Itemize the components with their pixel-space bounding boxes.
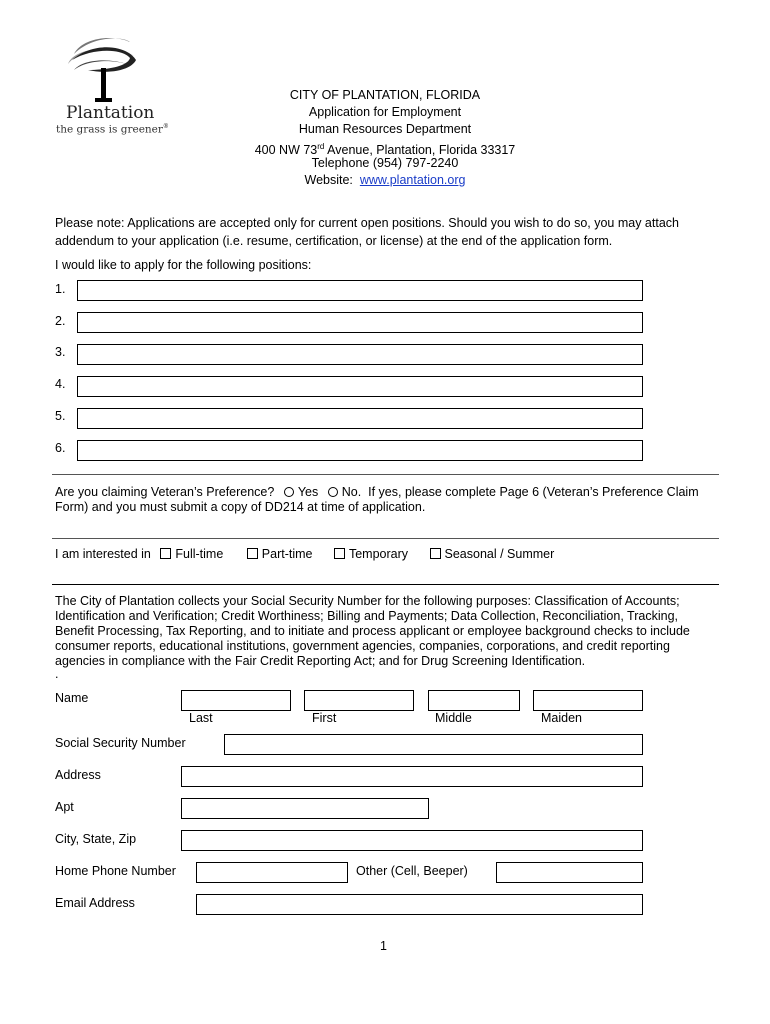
telephone: Telephone (954) 797-2240: [311, 156, 459, 170]
ssn-notice: [55, 594, 690, 679]
divider: [52, 584, 719, 585]
apt-input[interactable]: [181, 798, 429, 819]
positions-prompt: I would like to apply for the following positions:: [55, 258, 312, 272]
part-time-checkbox[interactable]: [247, 548, 258, 559]
other-phone-label: Other (Cell, Beeper): [356, 864, 468, 878]
other-phone-input[interactable]: [496, 862, 643, 883]
city-title: CITY OF PLANTATION, FLORIDA: [289, 88, 481, 102]
position-label-6: 6.: [55, 441, 66, 455]
ssn-notice-line: consumer reports, educational institutions, government agencies, companies, corporations, and credit reporting: [55, 639, 670, 653]
middle-name-input[interactable]: [428, 690, 520, 711]
home-phone-label: Home Phone Number: [55, 864, 176, 878]
apt-label: Apt: [55, 800, 74, 814]
website-link[interactable]: www.plantation.org: [359, 173, 466, 187]
temporary-checkbox[interactable]: [334, 548, 345, 559]
maiden-name-caption: Maiden: [541, 711, 582, 725]
header-block: [100, 87, 670, 189]
position-label-5: 5.: [55, 409, 66, 423]
website-line: Website: www.plantation.org: [304, 173, 466, 187]
divider: [52, 474, 719, 475]
ssn-notice-line: .: [55, 667, 59, 681]
note-line-1: Please note: Applications are accepted only for current open positions. Should you wish to do so, you may attach: [55, 216, 679, 230]
veteran-no-radio[interactable]: [328, 487, 338, 497]
address-label: Address: [55, 768, 101, 782]
position-input-4[interactable]: [77, 376, 643, 397]
middle-name-caption: Middle: [435, 711, 472, 725]
first-name-input[interactable]: [304, 690, 414, 711]
last-name-input[interactable]: [181, 690, 291, 711]
home-phone-input[interactable]: [196, 862, 348, 883]
veteran-yes-radio[interactable]: [284, 487, 294, 497]
ssn-notice-line: The City of Plantation collects your Social Security Number for the following purposes: Classification of Accounts;: [55, 594, 680, 608]
address-input[interactable]: [181, 766, 643, 787]
full-time-checkbox[interactable]: [160, 548, 171, 559]
interest-row: I am interested in Full-time Part-time Temporary Seasonal / Summer: [55, 547, 555, 561]
veteran-line-2: Form) and you must submit a copy of DD214 at time of application.: [55, 500, 426, 514]
city-label: City, State, Zip: [55, 832, 137, 846]
position-input-1[interactable]: [77, 280, 643, 301]
ssn-notice-line: agencies in compliance with the Fair Credit Reporting Act; and for Drug Screening Identification.: [55, 654, 586, 668]
position-input-2[interactable]: [77, 312, 643, 333]
name-label: Name: [55, 691, 89, 705]
position-input-3[interactable]: [77, 344, 643, 365]
position-label-2: 2.: [55, 314, 66, 328]
department: Human Resources Department: [298, 122, 472, 136]
form-title: Application for Employment: [308, 105, 462, 119]
logo-name: Plantation: [66, 103, 155, 123]
note-line-2: addendum to your application (i.e. resume, certification, or license) at the end of the application form.: [55, 234, 613, 248]
address: 400 NW 73rd Avenue, Plantation, Florida 33317: [254, 142, 516, 158]
ssn-notice-line: Identification and Verification; Credit Worthiness; Billing and Payments; Data Collection, Reconciliation, Tracking,: [55, 609, 678, 623]
position-label-4: 4.: [55, 377, 66, 391]
ssn-label: Social Security Number: [55, 736, 186, 750]
email-label: Email Address: [55, 896, 135, 910]
position-label-3: 3.: [55, 345, 66, 359]
position-input-6[interactable]: [77, 440, 643, 461]
email-input[interactable]: [196, 894, 643, 915]
last-name-caption: Last: [189, 711, 213, 725]
position-input-5[interactable]: [77, 408, 643, 429]
seasonal-checkbox[interactable]: [430, 548, 441, 559]
divider: [52, 538, 719, 539]
position-label-1: 1.: [55, 282, 66, 296]
ssn-input[interactable]: [224, 734, 643, 755]
ssn-notice-line: Benefit Processing, Tax Reporting, and to initiate and process applicant or employee background checks to include: [55, 624, 690, 638]
first-name-caption: First: [312, 711, 337, 725]
page-number: 1: [380, 939, 387, 953]
veteran-line-1: Are you claiming Veteran’s Preference? Yes No. If yes, please complete Page 6 (Veteran’s Preference Claim: [55, 485, 699, 499]
city-state-zip-input[interactable]: [181, 830, 643, 851]
maiden-name-input[interactable]: [533, 690, 643, 711]
logo-tagline: the grass is greener®: [56, 123, 169, 136]
